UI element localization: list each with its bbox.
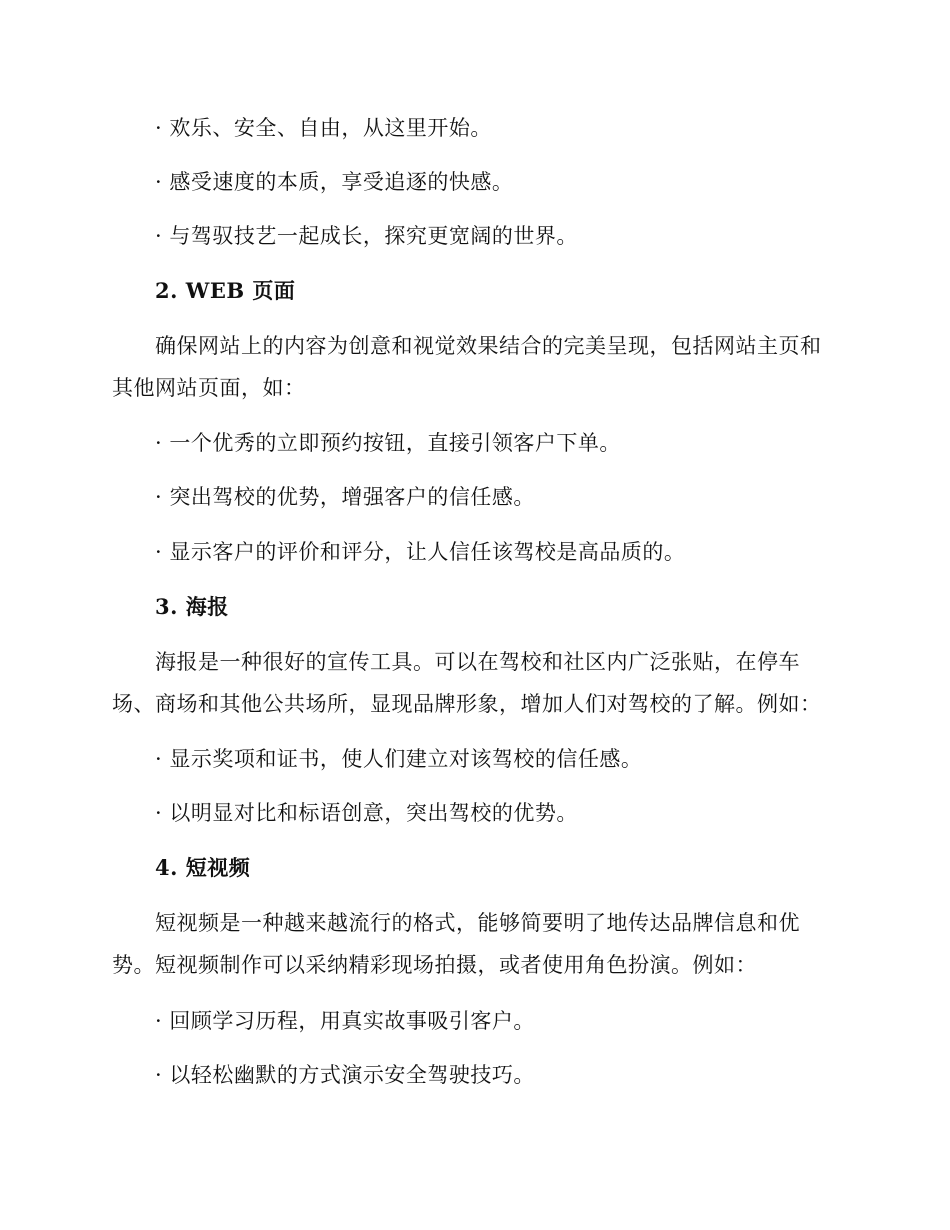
bullet-item: · 显示奖项和证书，使人们建立对该驾校的信任感。 — [155, 747, 643, 771]
bullet-item: · 以轻松幽默的方式演示安全驾驶技巧。 — [155, 1063, 535, 1087]
section-heading-poster: 3. 海报 — [155, 594, 229, 619]
paragraph-line: 势。短视频制作可以采纳精彩现场拍摄，或者使用角色扮演。例如： — [112, 953, 757, 977]
bullet-item: · 回顾学习历程，用真实故事吸引客户。 — [155, 1009, 535, 1033]
bullet-item: · 欢乐、安全、自由，从这里开始。 — [155, 116, 492, 140]
bullet-item: · 感受速度的本质，享受追逐的快感。 — [155, 170, 514, 194]
paragraph-line: 场、商场和其他公共场所，显现品牌形象，增加人们对驾校的了解。例如： — [112, 692, 822, 716]
bullet-item: · 一个优秀的立即预约按钮，直接引领客户下单。 — [155, 431, 621, 455]
paragraph-line: 确保网站上的内容为创意和视觉效果结合的完美呈现，包括网站主页和 — [155, 334, 822, 358]
bullet-item: · 显示客户的评价和评分，让人信任该驾校是高品质的。 — [155, 540, 686, 564]
bullet-item: · 以明显对比和标语创意，突出驾校的优势。 — [155, 801, 578, 825]
paragraph-line: 短视频是一种越来越流行的格式，能够简要明了地传达品牌信息和优 — [155, 911, 800, 935]
section-heading-web: 2. WEB 页面 — [155, 278, 296, 303]
paragraph-line: 其他网站页面，如： — [112, 376, 306, 400]
paragraph-line: 海报是一种很好的宣传工具。可以在驾校和社区内广泛张贴，在停车 — [155, 650, 800, 674]
bullet-item: · 突出驾校的优势，增强客户的信任感。 — [155, 485, 535, 509]
section-heading-short-video: 4. 短视频 — [155, 855, 251, 880]
bullet-item: · 与驾驭技艺一起成长，探究更宽阔的世界。 — [155, 224, 578, 248]
